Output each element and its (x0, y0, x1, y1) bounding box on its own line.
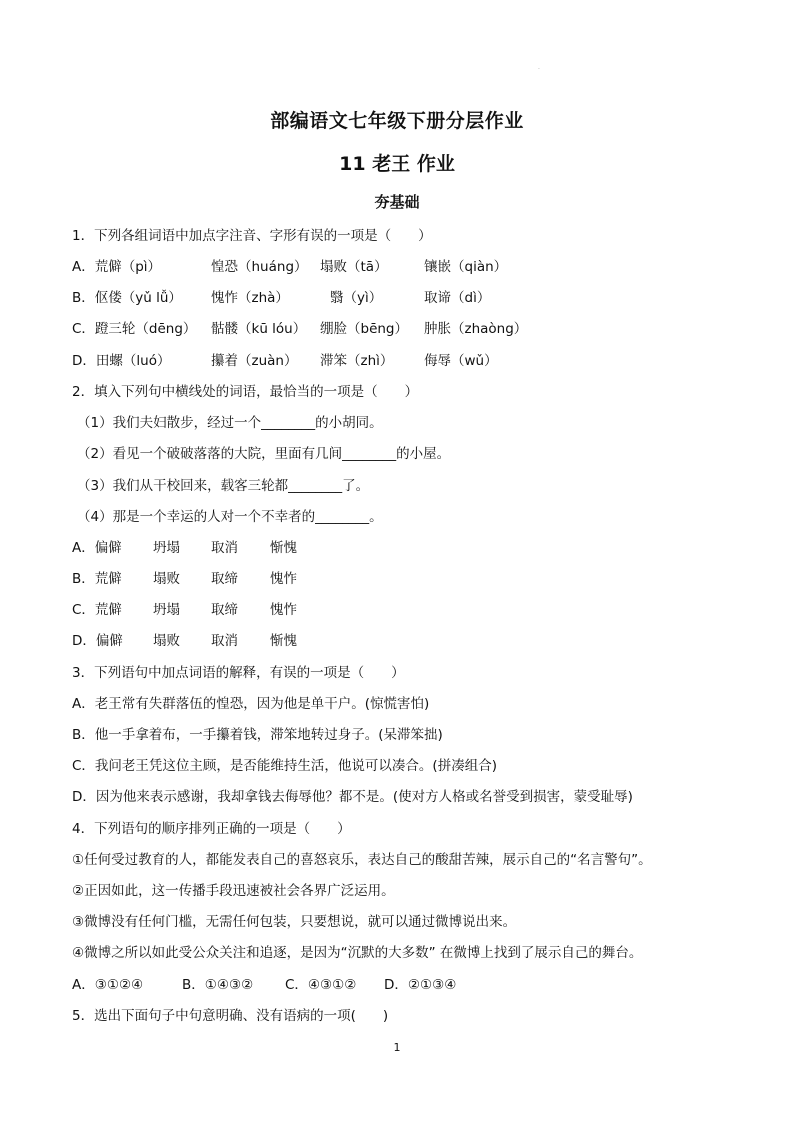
q2-option-a (72, 539, 332, 557)
q1-d-word2: 攥着（zuàn） (211, 353, 298, 369)
section-heading: 夯基础 (374, 193, 420, 211)
q2-stem: 2．填入下列句中横线处的词语，最恰当的一项是（ ） (72, 384, 419, 400)
q2-a-3: 取消 (211, 540, 238, 556)
q1-b-word4: 取谛（dì） (424, 290, 491, 306)
q1-b-word2: 愧怍（zhà） (211, 290, 289, 306)
q1-d-word3: 滞笨（zhì） (320, 353, 394, 369)
q1-option-c (72, 320, 532, 338)
q4-sentence-1: ①任何受过教育的人，都能发表自己的喜怒哀乐，表达自己的酸甜苦辣，展示自己的“名言警句”。 (72, 852, 652, 868)
q1-d-word1: D．田螺（luó） (72, 353, 171, 369)
q1-c-word4: 肿胀（zhaòng） (424, 321, 528, 337)
q2-sentence-1: （1）我们夫妇散步，经过一个________的小胡同。 (77, 415, 383, 431)
q4-sentence-3: ③微博没有任何门槛，无需任何包装，只要想说，就可以通过微博说出来。 (72, 914, 517, 930)
q1-c-word2: 骷髅（kū lóu） (211, 321, 307, 337)
lesson-title: 11 老王 作业 (339, 153, 455, 175)
q4-option-d: D．②①③④ (384, 977, 457, 993)
document-title: 部编语文七年级下册分层作业 (270, 110, 524, 132)
q1-a-word4: 镶嵌（qiàn） (424, 259, 508, 275)
q4-sentence-2: ②正因如此，这一传播手段迅速被社会各界广泛运用。 (72, 883, 395, 899)
q2-b-1: B．荒僻 (72, 571, 122, 587)
q2-a-2: 坍塌 (153, 540, 180, 556)
q2-c-2: 坍塌 (153, 602, 180, 618)
q2-c-4: 愧怍 (270, 602, 297, 618)
page-number: 1 (393, 1041, 401, 1054)
q2-b-3: 取缔 (211, 571, 238, 587)
q2-d-3: 取消 (211, 633, 238, 649)
q1-c-word1: C．蹬三轮（dēng） (72, 321, 197, 337)
q2-a-1: A．偏僻 (72, 540, 122, 556)
q2-c-1: C．荒僻 (72, 602, 122, 618)
q5-stem: 5．选出下面句子中句意明确、没有语病的一项( ) (72, 1008, 389, 1024)
q2-d-4: 惭愧 (270, 633, 297, 649)
q1-option-d (72, 352, 532, 370)
q1-stem: 1．下列各组词语中加点字注音、字形有误的一项是（ ） (72, 228, 432, 244)
q4-option-c: C．④③①② (285, 977, 357, 993)
q2-option-d (72, 632, 332, 650)
q3-stem: 3．下列语句中加点词语的解释，有误的一项是（ ） (72, 665, 405, 681)
q1-b-word1: B．伛偻（yǔ lǚ） (72, 290, 182, 306)
q3-option-d: D．因为他来表示感谢，我却拿钱去侮辱他？都不是。(使对方人格或名誉受到损害，蒙受耻辱) (72, 789, 633, 805)
q3-option-a: A．老王常有失群落伍的惶恐，因为他是单干户。(惊慌害怕) (72, 696, 430, 712)
q1-a-word3: 塌败（tā） (320, 259, 388, 275)
q2-sentence-4: （4）那是一个幸运的人对一个不幸者的________。 (77, 509, 383, 525)
q1-a-word2: 惶恐（huáng） (211, 259, 308, 275)
q4-options (72, 976, 492, 994)
q2-b-4: 愧怍 (270, 571, 297, 587)
q4-stem: 4．下列语句的顺序排列正确的一项是（ ） (72, 821, 351, 837)
q3-option-b: B．他一手拿着布，一手攥着钱，滞笨地转过身子。(呆滞笨拙) (72, 727, 443, 743)
q4-option-b: B．①④③② (182, 977, 254, 993)
q2-option-c (72, 601, 332, 619)
q1-d-word4: 侮辱（wǔ） (424, 353, 498, 369)
q1-option-a (72, 258, 532, 276)
q2-a-4: 惭愧 (270, 540, 297, 556)
q2-d-1: D．偏僻 (72, 633, 123, 649)
q2-c-3: 取缔 (211, 602, 238, 618)
q1-a-word1: A．荒僻（pì） (72, 259, 162, 275)
q1-c-word3: 绷脸（bēng） (320, 321, 409, 337)
q4-sentence-4: ④微博之所以如此受公众关注和追逐，是因为“沉默的大多数” 在微博上找到了展示自己的舞台。 (72, 945, 643, 961)
q1-b-word3: 翳（yì） (330, 290, 383, 306)
q2-b-2: 塌败 (153, 571, 180, 587)
q4-option-a: A．③①②④ (72, 977, 144, 993)
q3-option-c: C．我问老王凭这位主顾，是否能维持生活，他说可以凑合。(拼凑组合) (72, 758, 497, 774)
q2-sentence-3: （3）我们从干校回来，载客三轮都________了。 (77, 478, 370, 494)
q2-sentence-2: （2）看见一个破破落落的大院，里面有几间________的小屋。 (77, 446, 451, 462)
q2-d-2: 塌败 (153, 633, 180, 649)
q2-option-b (72, 570, 332, 588)
corner-mark: · (538, 66, 540, 73)
q1-option-b (72, 289, 532, 307)
